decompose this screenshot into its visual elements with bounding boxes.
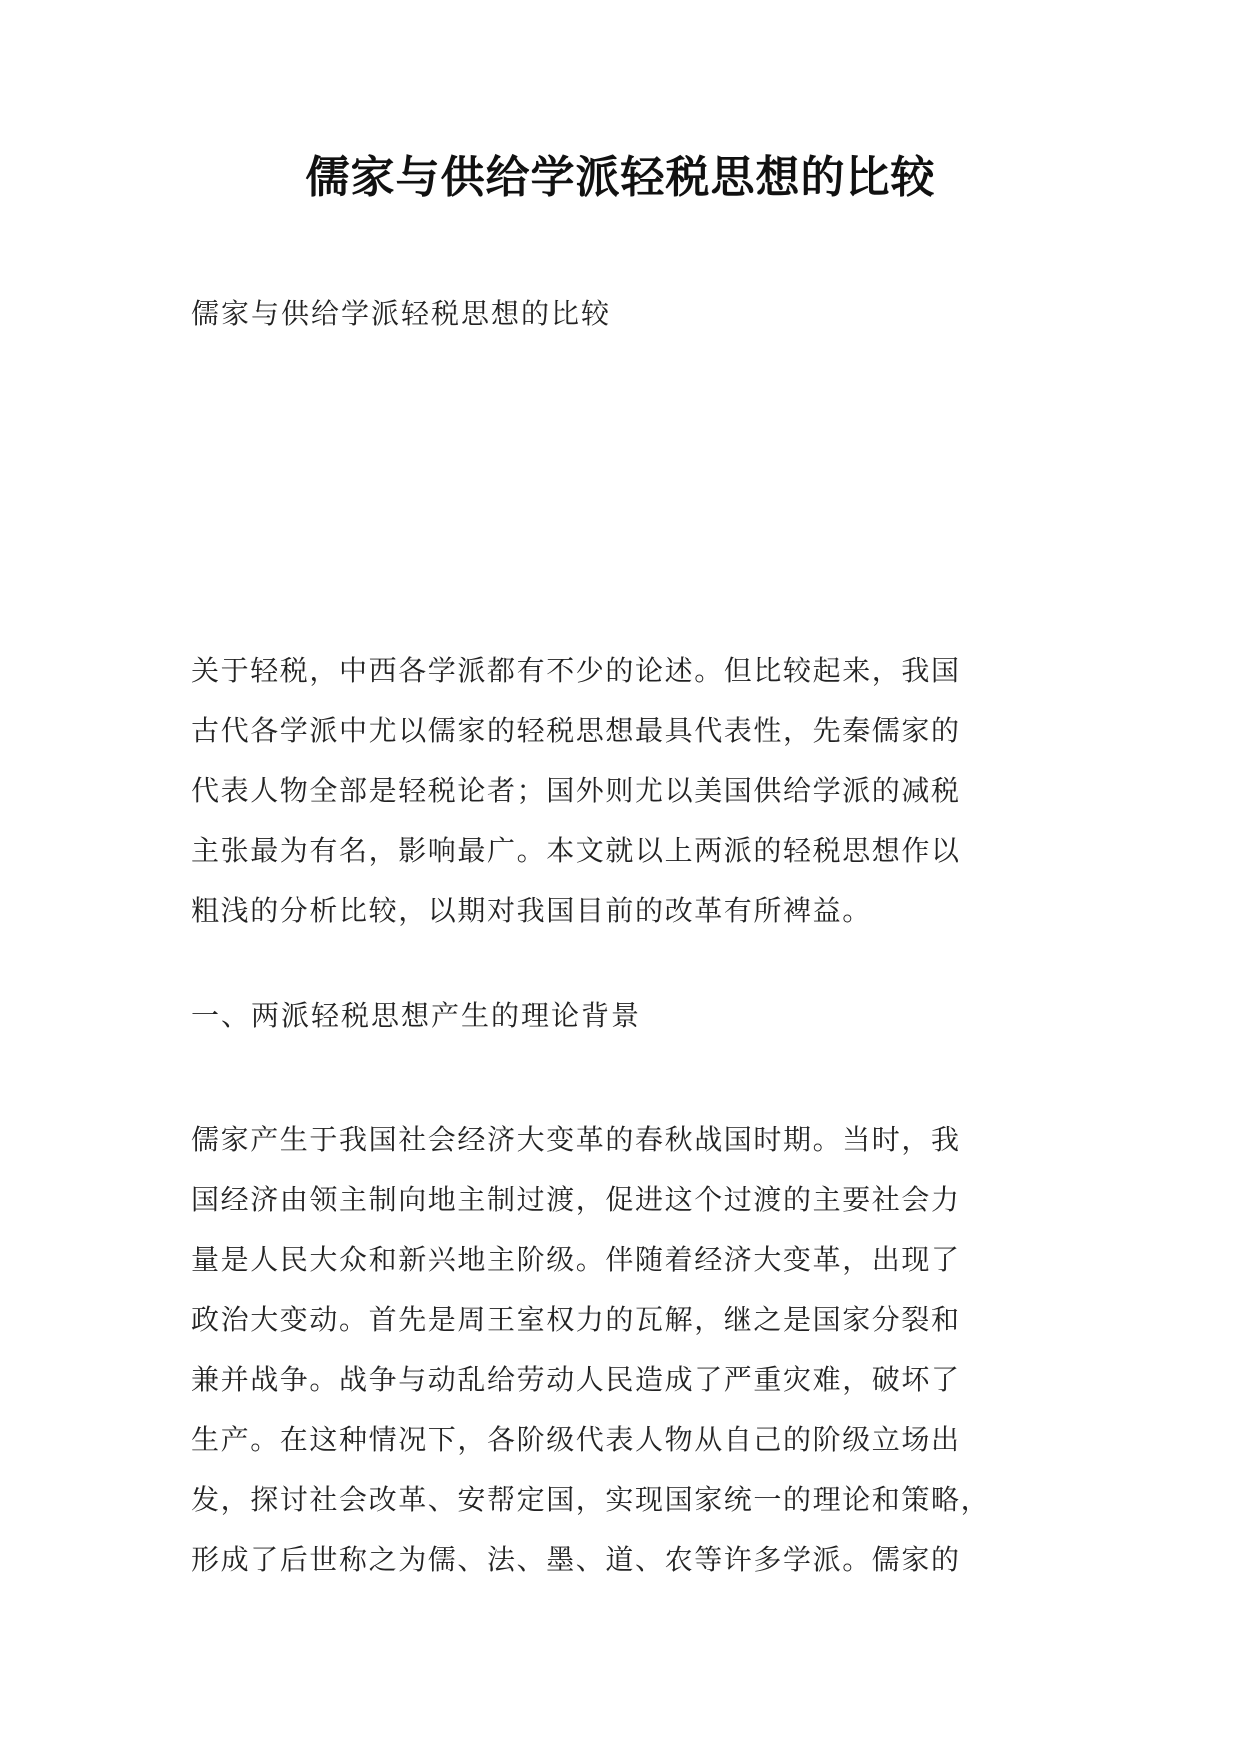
paragraph-line: 粗浅的分析比较，以期对我国目前的改革有所裨益。: [191, 894, 872, 927]
paragraph-line: 政治大变动。首先是周王室权力的瓦解，继之是国家分裂和: [191, 1303, 961, 1336]
paragraph-intro: [191, 641, 1053, 941]
paragraph-line: 关于轻税，中西各学派都有不少的论述。但比较起来，我国: [191, 654, 961, 687]
paragraph-background: [191, 1110, 1053, 1590]
paragraph-line: 儒家产生于我国社会经济大变革的春秋战国时期。当时，我: [191, 1123, 961, 1156]
section-heading: 一、两派轻税思想产生的理论背景: [191, 999, 642, 1032]
paragraph-line: 主张最为有名，影响最广。本文就以上两派的轻税思想作以: [191, 834, 961, 867]
paragraph-line: 生产。在这种情况下，各阶级代表人物从自己的阶级立场出: [191, 1423, 961, 1456]
paragraph-line: 国经济由领主制向地主制过渡，促进这个过渡的主要社会力: [191, 1183, 961, 1216]
paragraph-line: 代表人物全部是轻税论者；国外则尤以美国供给学派的减税: [191, 774, 961, 807]
paragraph-line: 古代各学派中尤以儒家的轻税思想最具代表性，先秦儒家的: [191, 714, 961, 747]
paragraph-line: 量是人民大众和新兴地主阶级。伴随着经济大变革，出现了: [191, 1243, 961, 1276]
document-title: 儒家与供给学派轻税思想的比较: [305, 152, 936, 203]
paragraph-line: 发，探讨社会改革、安帮定国，实现国家统一的理论和策略，: [191, 1483, 991, 1516]
paragraph-line: 形成了后世称之为儒、法、墨、道、农等许多学派。儒家的: [191, 1543, 961, 1576]
document-subtitle: 儒家与供给学派轻税思想的比较: [191, 297, 612, 330]
paragraph-line: 兼并战争。战争与动乱给劳动人民造成了严重灾难，破坏了: [191, 1363, 961, 1396]
